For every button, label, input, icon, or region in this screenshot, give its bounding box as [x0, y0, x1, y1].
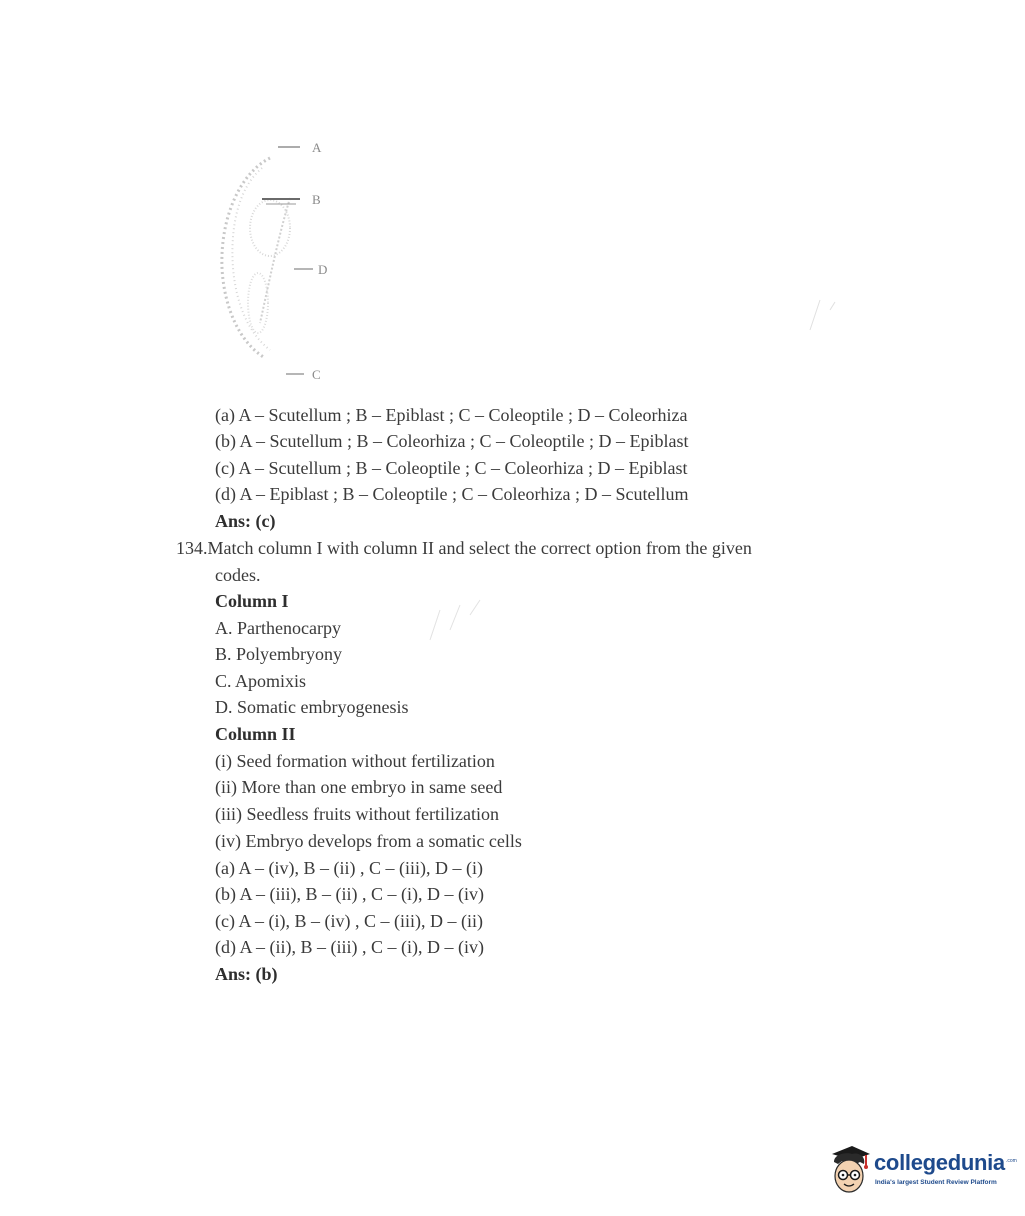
q133-option-d: (d) A – Epiblast ; B – Coleoptile ; C – Coleorhiza ; D – Scutellum	[215, 484, 689, 504]
q134-option-a: (a) A – (iv), B – (ii) , C – (iii), D – (i)	[215, 858, 483, 878]
column-1-item-a: A. Parthenocarpy	[215, 618, 341, 638]
column-2-item-ii: (ii) More than one embryo in same seed	[215, 777, 503, 797]
column-2-item-iv: (iv) Embryo develops from a somatic cells	[215, 831, 522, 851]
embryo-diagram	[200, 128, 350, 388]
brand-domain: .com	[1006, 1158, 1017, 1164]
column-1-item-b: B. Polyembryony	[215, 644, 343, 664]
q133-option-b: (b) A – Scutellum ; B – Coleorhiza ; C – Coleoptile ; D – Epiblast	[215, 431, 689, 451]
q134-question-line1: Match column I with column II and select the correct option from the given	[207, 538, 752, 558]
q134-question-line2: codes.	[215, 565, 261, 585]
q133-answer: Ans: (c)	[215, 511, 276, 531]
mascot-icon	[826, 1140, 872, 1198]
embryo-diagram-svg	[200, 128, 350, 388]
diagram-label-a: A	[312, 140, 322, 155]
column-1-heading: Column I	[215, 591, 289, 611]
q133-option-a: (a) A – Scutellum ; B – Epiblast ; C – Coleoptile ; D – Coleorhiza	[215, 405, 688, 425]
q134-answer: Ans: (b)	[215, 964, 278, 984]
scan-artifact	[400, 580, 500, 660]
q134-number: 134.	[176, 538, 208, 558]
diagram-label-c: C	[312, 367, 321, 382]
scan-artifact-2	[790, 280, 850, 340]
diagram-label-d: D	[318, 262, 328, 277]
q134-option-b: (b) A – (iii), B – (ii) , C – (i), D – (iv)	[215, 884, 484, 904]
collegedunia-logo	[826, 1140, 1016, 1200]
brand-name: collegedunia	[874, 1150, 1005, 1175]
brand-tagline: India's largest Student Review Platform	[875, 1179, 997, 1186]
column-1-item-d: D. Somatic embryogenesis	[215, 697, 409, 717]
q134-question	[176, 535, 752, 561]
q133-option-c: (c) A – Scutellum ; B – Coleoptile ; C – Coleorhiza ; D – Epiblast	[215, 458, 688, 478]
q134-option-c: (c) A – (i), B – (iv) , C – (iii), D – (ii)	[215, 911, 483, 931]
column-2-heading: Column II	[215, 724, 296, 744]
q134-option-d: (d) A – (ii), B – (iii) , C – (i), D – (iv)	[215, 937, 484, 957]
column-1-item-c: C. Apomixis	[215, 671, 307, 691]
column-2-item-i: (i) Seed formation without fertilization	[215, 751, 495, 771]
column-2-item-iii: (iii) Seedless fruits without fertilization	[215, 804, 499, 824]
diagram-label-b: B	[312, 192, 321, 207]
